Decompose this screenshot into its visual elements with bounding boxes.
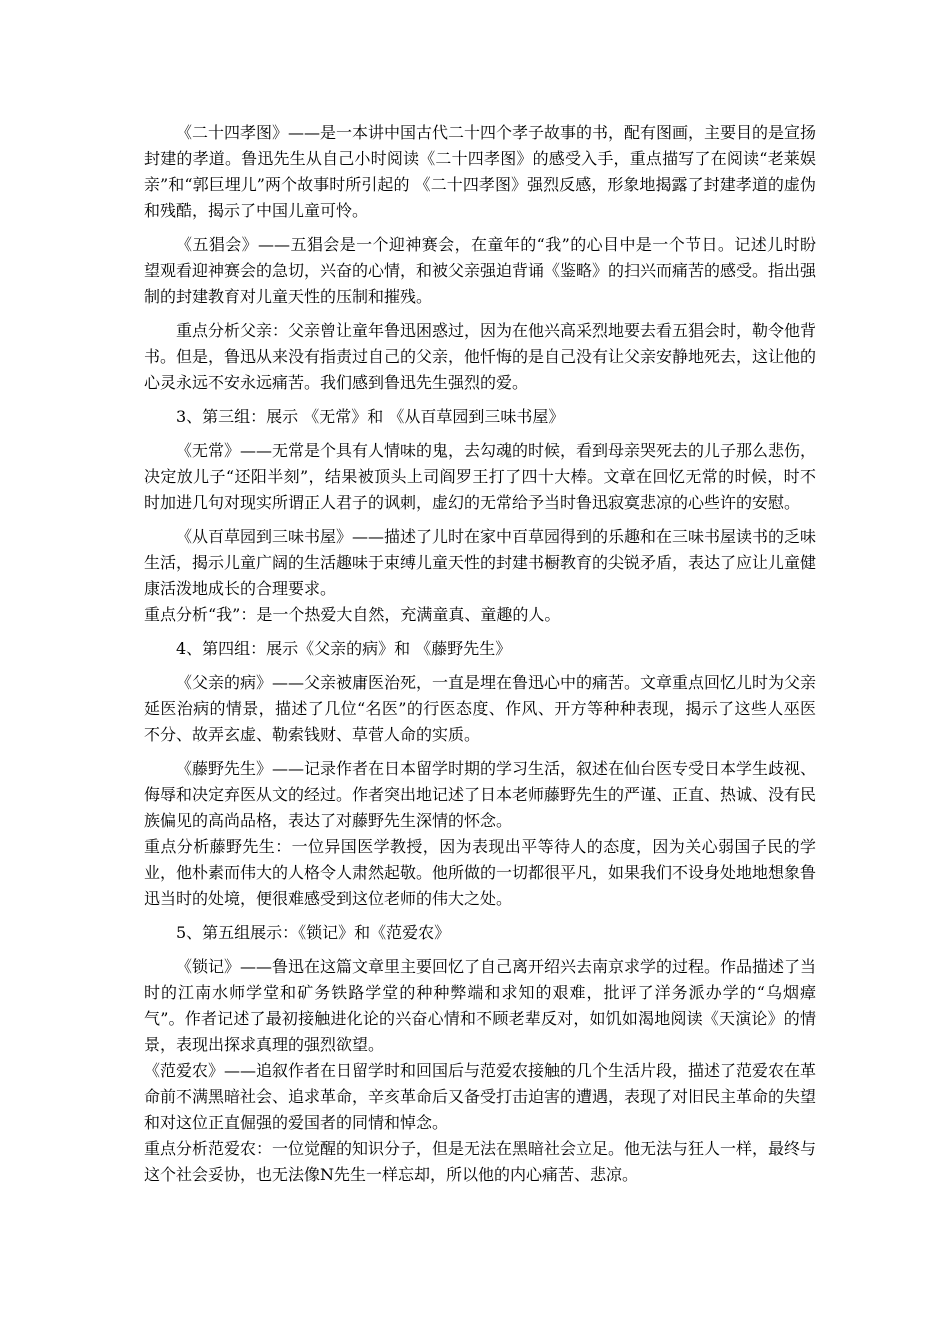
paragraph-me-analysis: 重点分析“我”：是一个热爱大自然，充满童真、童趣的人。 bbox=[144, 605, 561, 624]
document-page bbox=[144, 120, 816, 1188]
paragraph-fujino: 《藤野先生》——记录作者在日本留学时期的学习生活，叙述在仙台医专受日本学生歧视、侮辱和决定弃医从文的经过。作者突出地记述了日本老师藤野先生的严谨、正直、热诚、没有民族偏见的高尚品格，表达了对藤野先生深情的怀念。 bbox=[144, 759, 817, 830]
paragraph-wuchang-fair: 《五猖会》——五猖会是一个迎神赛会，在童年的“我”的心目中是一个节日。记述儿时盼望观看迎神赛会的急切，兴奋的心情，和被父亲强迫背诵《鉴略》的扫兴而痛苦的感受。指出强制的封建教育对儿童天性的压制和摧残。 bbox=[144, 235, 817, 306]
paragraph-fan-ainong-analysis: 重点分析范爱农：一位觉醒的知识分子，但是无法在黑暗社会立足。他无法与狂人一样，最终与这个社会妥协，也无法像N先生一样忘却，所以他的内心痛苦、悲凉。 bbox=[144, 1139, 817, 1184]
paragraph-gap bbox=[144, 662, 816, 670]
paragraph-fujino-analysis: 重点分析藤野先生：一位异国医学教授，因为表现出平等待人的态度，因为关心弱国子民的学业，他朴素而伟大的人格令人肃然起敬。他所做的一切都很平凡，如果我们不设身处地地想象鲁迅当时的处境，便很难感受到这位老师的伟大之处。 bbox=[144, 837, 817, 908]
paragraph-gap bbox=[144, 912, 816, 920]
section-heading-group-3: 3、第三组：展示 《无常》和 《从百草园到三味书屋》 bbox=[176, 407, 565, 426]
section-heading-group-4: 4、第四组：展示《父亲的病》和 《藤野先生》 bbox=[176, 639, 512, 658]
paragraph-gap bbox=[144, 748, 816, 756]
paragraph-gap bbox=[144, 224, 816, 232]
paragraph-gap bbox=[144, 396, 816, 404]
paragraph-gap bbox=[144, 628, 816, 636]
paragraph-twenty-four-filial: 《二十四孝图》——是一本讲中国古代二十四个孝子故事的书，配有图画，主要目的是宣扬封建的孝道。鲁迅先生从自己小时阅读《二十四孝图》的感受入手，重点描写了在阅读“老莱娱亲”和“郭巨埋儿”两个故事时所引起的 《二十四孝图》强烈反感，形象地揭露了封建孝道的虚伪和残酷，揭示了中国儿童可怜。 bbox=[144, 123, 817, 220]
paragraph-father-illness: 《父亲的病》——父亲被庸医治死，一直是埋在鲁迅心中的痛苦。文章重点回忆儿时为父亲延医治病的情景，描述了几位“名医”的行医态度、作风、开方等种种表现，揭示了这些人巫医不分、故弄玄虚、勒索钱财、草菅人命的实质。 bbox=[144, 673, 817, 744]
paragraph-suoji: 《锁记》——鲁迅在这篇文章里主要回忆了自己离开绍兴去南京求学的过程。作品描述了当时的江南水师学堂和矿务铁路学堂的种种弊端和求知的艰难，批评了洋务派办学的“乌烟瘴气”。作者记述了最初接触进化论的兴奋心情和不顾老辈反对，如饥如渴地阅读《天演论》的情景，表现出探求真理的强烈欲望。 bbox=[144, 957, 817, 1054]
paragraph-gap bbox=[144, 516, 816, 524]
paragraph-fan-ainong: 《范爱农》——追叙作者在日留学时和回国后与范爱农接触的几个生活片段，描述了范爱农在革命前不满黑暗社会、追求革命，辛亥革命后又备受打击迫害的遭遇，表现了对旧民主革命的失望和对这位正直倔强的爱国者的同情和悼念。 bbox=[144, 1061, 817, 1132]
paragraph-wuchang: 《无常》——无常是个具有人情味的鬼，去勾魂的时候，看到母亲哭死去的儿子那么悲伤，决定放儿子“还阳半刻”，结果被顶头上司阎罗王打了四十大棒。文章在回忆无常的时候，时不时加进几句对现实所谓正人君子的讽刺，虚幻的无常给予当时鲁迅寂寞悲凉的心些许的安慰。 bbox=[144, 441, 817, 512]
paragraph-baicaoyuan: 《从百草园到三味书屋》——描述了儿时在家中百草园得到的乐趣和在三味书屋读书的乏味生活，揭示儿童广阔的生活趣味于束缚儿童天性的封建书橱教育的尖锐矛盾，表达了应让儿童健康活泼地成长的合理要求。 bbox=[144, 527, 817, 598]
section-heading-group-5: 5、第五组展示：《锁记》和《范爱农》 bbox=[176, 923, 451, 942]
paragraph-gap bbox=[144, 310, 816, 318]
paragraph-gap bbox=[144, 946, 816, 954]
paragraph-father-analysis: 重点分析父亲：父亲曾让童年鲁迅困惑过，因为在他兴高采烈地要去看五猖会时，勒令他背书。但是，鲁迅从来没有指责过自己的父亲，他忏悔的是自己没有让父亲安静地死去，这让他的心灵永远不安永远痛苦。我们感到鲁迅先生强烈的爱。 bbox=[144, 321, 817, 392]
paragraph-gap bbox=[144, 430, 816, 438]
